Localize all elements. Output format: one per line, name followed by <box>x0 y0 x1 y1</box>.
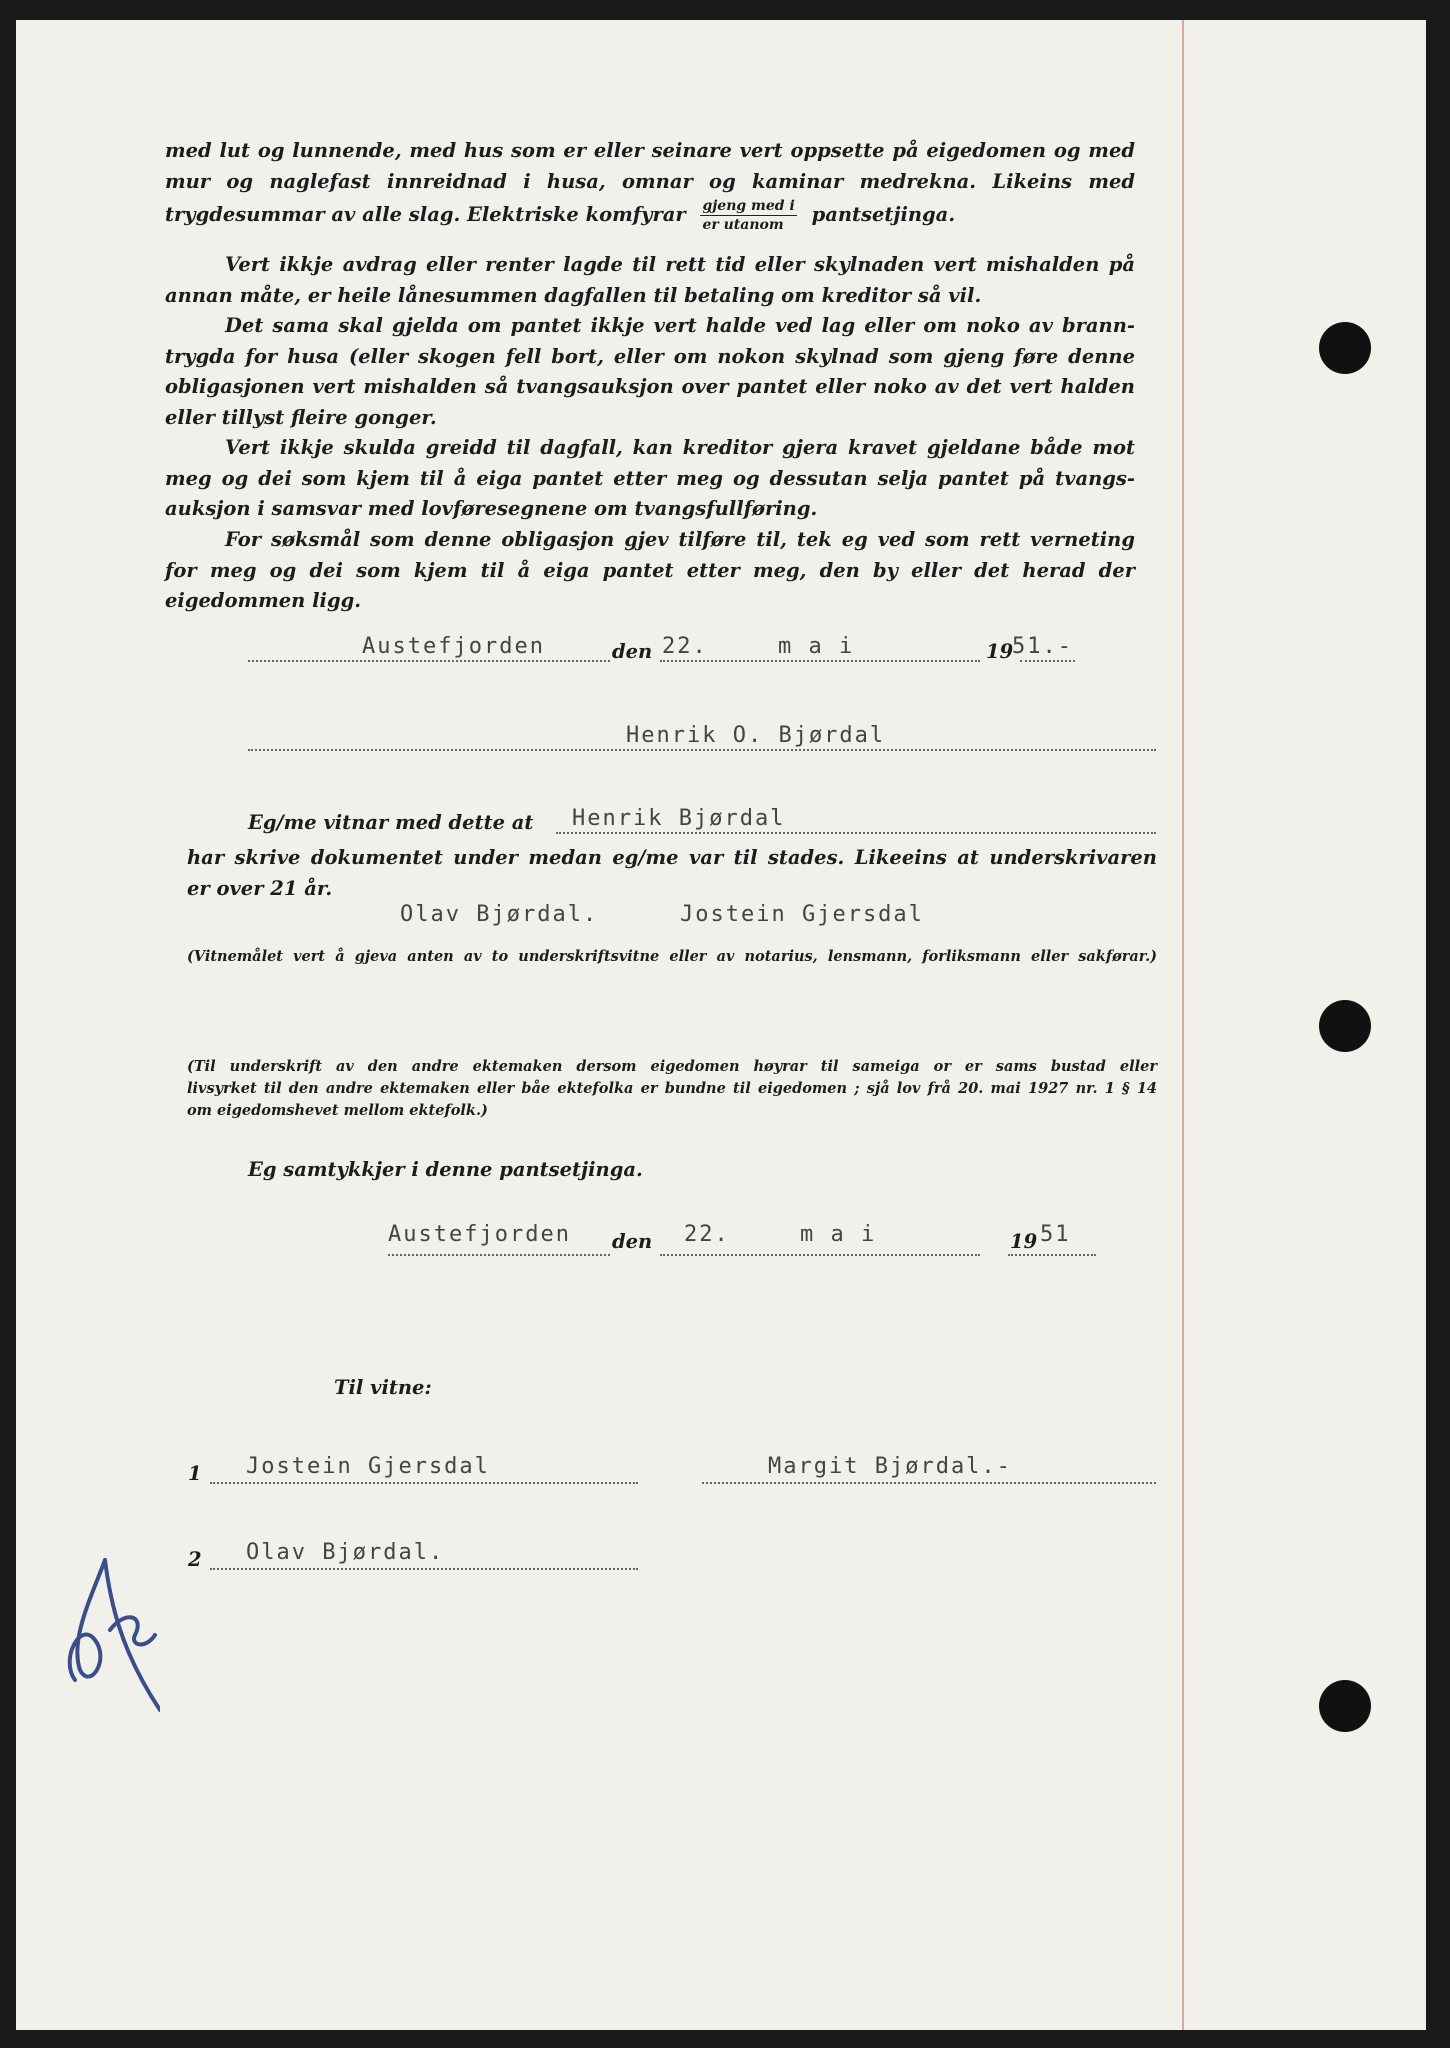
date2-year-suffix: 51 <box>1040 1222 1071 1247</box>
witness-1-line <box>210 1482 638 1484</box>
witness-number: 2 <box>188 1548 202 1571</box>
paragraph-fire-insurance: Det sama skal gjelda om pantet ikkje vert halde ved lag eller om noko av brann- trygda for husa (eller skogen fell bort, eller om nokon skylnad som gjeng føre denne obligasjonen vert mishalden så tvangsauksjon over pantet eller noko av det vert halden eller tillyst fleire gonger. <box>165 314 1135 429</box>
binder-hole <box>1319 322 1371 374</box>
witness-statement-line <box>556 832 1156 834</box>
date-year-line <box>1020 660 1075 662</box>
date2-den-label: den <box>612 1230 653 1253</box>
body-line: mur og naglefast innreidnad i husa, omnar og kaminar medrekna. Likeins med <box>165 169 1135 193</box>
witness-signature: Jostein Gjersdal <box>680 902 924 927</box>
witness-number: 1 <box>188 1462 202 1485</box>
witness-2-line <box>210 1568 638 1570</box>
binder-hole <box>1319 1000 1371 1052</box>
binder-hole <box>1319 1680 1371 1732</box>
spouse-signature: Margit Bjørdal.- <box>768 1454 1012 1479</box>
date2-place: Austefjorden <box>388 1222 571 1247</box>
margin-rule <box>1182 20 1184 2030</box>
stove-fraction: $\frac{\text{gjeng med i}}{\text{er utanom}}$ <box>702 198 795 233</box>
paragraph-venue: For søksmål som denne obligasjon gjev tilføre til, tek eg ved som rett verneting for meg og dei som kjem til å eiga pantet etter meg, den by eller det herad der eigedommen ligg. <box>165 528 1135 612</box>
witness-2-name: Olav Bjørdal. <box>246 1540 445 1565</box>
witness-statement-prefix: Eg/me vitnar med dette at <box>248 811 534 834</box>
stove-line: trygdesummar av alle slag. Elektriske komfyrar $\frac{\text{gjeng med i}}{\text{er utanom}}$ pantsetjinga. <box>165 198 956 233</box>
date-den-label: den <box>612 640 653 663</box>
date-year-suffix: 51.- <box>1012 634 1073 659</box>
body-line: med lut og lunnende, med hus som er eller seinare vert oppsette på eigedomen og med <box>165 139 1135 162</box>
body-text <box>165 136 1135 234</box>
date2-year-prefix: 19 <box>1010 1230 1038 1253</box>
date-place-line <box>248 660 610 662</box>
witness-statement-name: Henrik Bjørdal <box>572 806 786 831</box>
date-place: Austefjorden <box>362 634 545 659</box>
paragraph-default: Vert ikkje avdrag eller renter lagde til rett tid eller skylnaden vert mishalden på annan måte, er heile lånesummen dagfallen til betaling om kreditor så vil. <box>165 253 1135 307</box>
date-year-prefix: 19 <box>986 640 1014 663</box>
consent-text: Eg samtykkjer i denne pantsetjinga. <box>248 1158 643 1181</box>
til-vitne-label: Til vitne: <box>334 1376 432 1399</box>
paragraph-due-debt: Vert ikkje skulda greidd til dagfall, kan kreditor gjera kravet gjeldane både mot meg og dei som kjem til å eiga pantet etter meg og dessutan selja pantet på tvangs- auksjon i samsvar med lovføresegnene om tvangsfullføring. <box>165 436 1135 520</box>
date2-day-line <box>660 1254 980 1256</box>
spouse-note: (Til underskrift av den andre ektemaken dersom eigedomen høyrar til sameiga or er sams bustad eller livsyrket til den andre ektemaken eller båe ektefolka er bundne til eigedomen ; sjå lov frå 20. mai 1927 nr. 1 § 14 om eigedomshevet mellom ektefolk.) <box>187 1058 1157 1119</box>
date2-day: 22. <box>684 1222 730 1247</box>
witness-statement-body: har skrive dokumentet under medan eg/me var til stades. Likeeins at underskrivaren er over 21 år. <box>187 846 1157 900</box>
date-day-line <box>660 660 980 662</box>
witness-note: (Vitnemålet vert å gjeva anten av to underskriftsvitne eller av notarius, lensmann, forliksmann eller sakførar.) <box>187 948 1157 965</box>
date-day: 22. <box>662 634 708 659</box>
date2-month: m a i <box>800 1222 877 1247</box>
witness-signature: Olav Bjørdal. <box>400 902 599 927</box>
witness-1-name: Jostein Gjersdal <box>246 1454 490 1479</box>
signer-line <box>248 749 1156 751</box>
date2-place-line <box>388 1254 610 1256</box>
signer-name: Henrik O. Bjørdal <box>626 723 886 748</box>
date-month: m a i <box>778 634 855 659</box>
date2-year-line <box>1008 1254 1096 1256</box>
handwritten-initials <box>50 1540 160 1720</box>
spouse-signature-line <box>702 1482 1156 1484</box>
